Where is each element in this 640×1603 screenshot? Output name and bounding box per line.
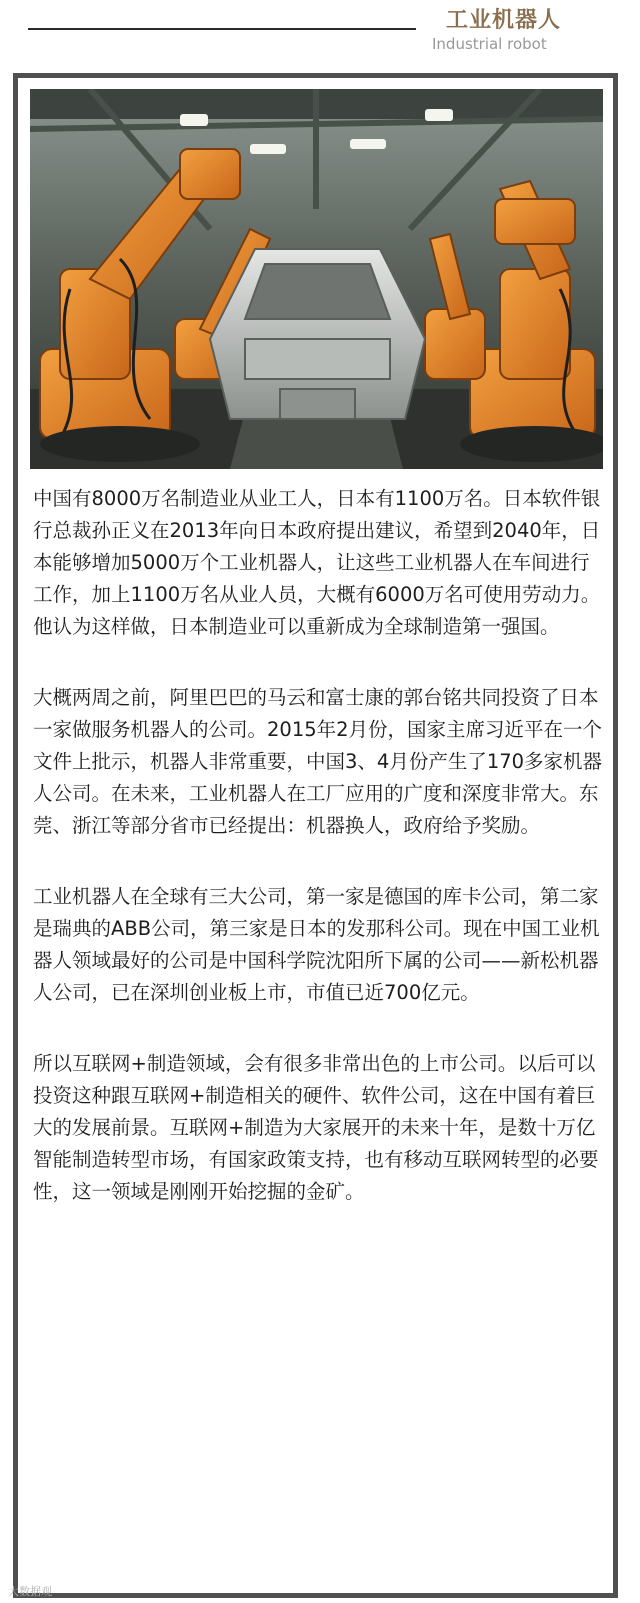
paragraph-2: 大概两周之前，阿里巴巴的马云和富士康的郭台铭共同投资了日本一家做服务机器人的公司。2015年2月份，国家主席习近平在一个文件上批示，机器人非常重要，中国3、4月份产生了170多家机器人公司。在未来，工业机器人在工厂应用的广度和深度非常大。东莞、浙江等部分省市已经提出：机器换人，政府给予奖励。 [33, 686, 603, 837]
section-subtitle: Industrial robot [432, 35, 547, 53]
paragraph-3: 工业机器人在全球有三大公司，第一家是德国的库卡公司，第二家是瑞典的ABB公司，第三家是日本的发那科公司。现在中国工业机器人领域最好的公司是中国科学院沈阳所下属的公司——新松机器人公司，已在深圳创业板上市，市值已近700亿元。 [33, 885, 600, 1004]
paragraph-1: 中国有8000万名制造业从业工人，日本有1100万名。日本软件银行总裁孙正义在2013年向日本政府提出建议，希望到2040年，日本能够增加5000万个工业机器人，让这些工业机器人在车间进行工作，加上1100万名从业人员，大概有6000万名可使用劳动力。他认为这样做，日本制造业可以重新成为全球制造第一强国。 [33, 487, 601, 638]
header-divider-line [28, 28, 416, 30]
hero-image [30, 89, 603, 469]
watermark-logo: 大数据观 [8, 1585, 52, 1598]
article-frame [13, 73, 618, 1598]
paragraph-4: 所以互联网+制造领域，会有很多非常出色的上市公司。以后可以投资这种跟互联网+制造相关的硬件、软件公司，这在中国有着巨大的发展前景。互联网+制造为大家展开的未来十年，是数十万亿智能制造转型市场，有国家政策支持，也有移动互联网转型的必要性，这一领域是刚刚开始挖掘的金矿。 [33, 1052, 599, 1203]
article-body [33, 483, 603, 1247]
section-title: 工业机器人 [446, 8, 562, 33]
